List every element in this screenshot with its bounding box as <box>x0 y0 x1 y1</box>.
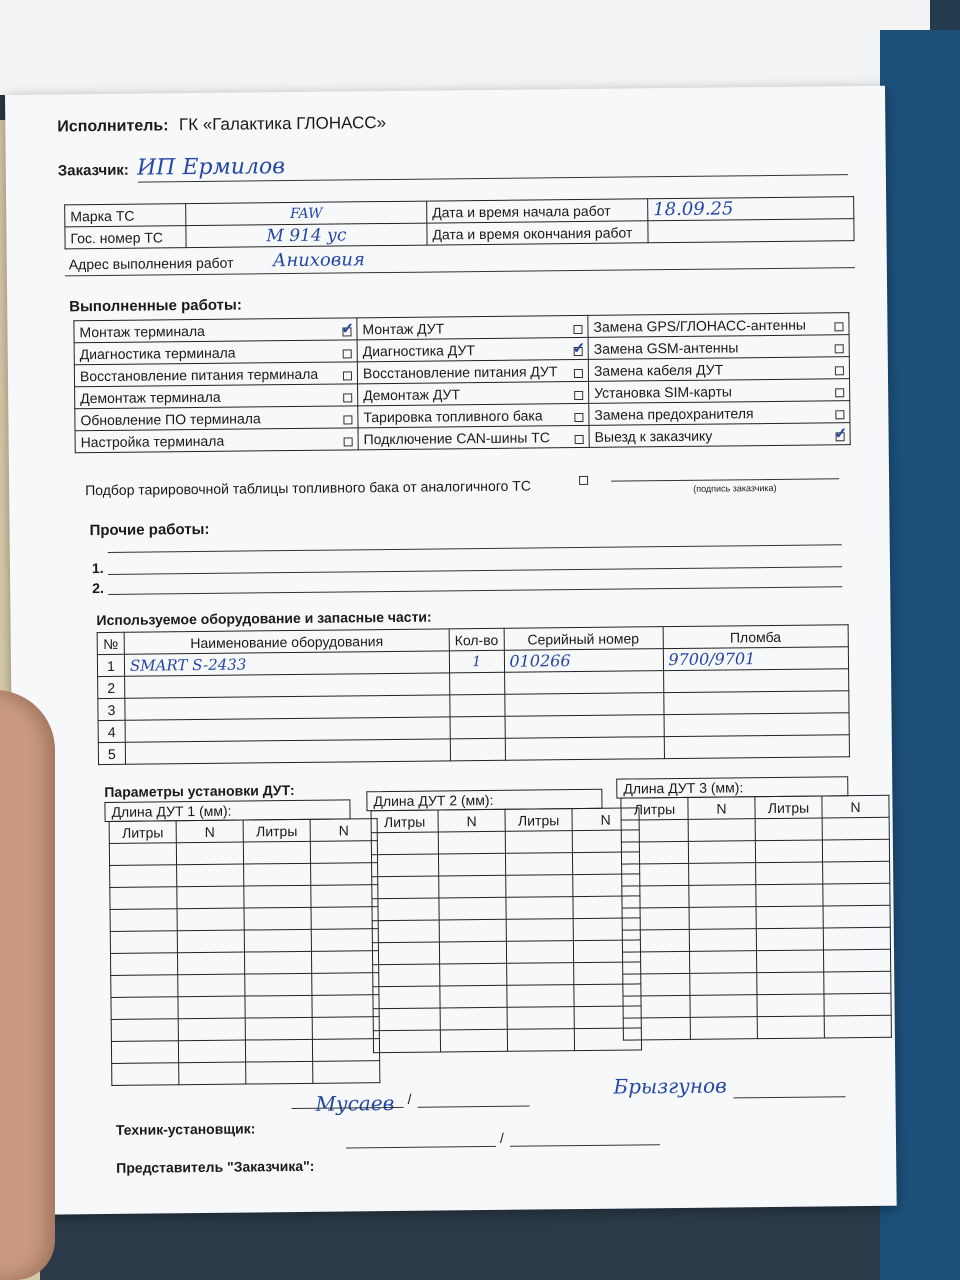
checkbox[interactable] <box>343 349 352 358</box>
work-item: Монтаж ДУТ <box>357 315 588 339</box>
plate-label: Гос. номер ТС <box>65 226 186 249</box>
work-item: Диагностика ДУТ ✓ <box>357 337 588 361</box>
customer-value: ИП Ермилов <box>136 154 286 181</box>
work-item: Тарировка топливного бака <box>358 403 589 427</box>
dut1-label: Длина ДУТ 1 (мм): <box>104 799 350 822</box>
customer-line <box>58 154 285 181</box>
calibration-label: Подбор тарировочной таблицы топливного бака от аналогичного ТС <box>85 477 531 499</box>
checkbox[interactable] <box>835 410 844 419</box>
technician-signature: Мусаев <box>315 1090 395 1116</box>
signature-line <box>611 478 839 481</box>
equipment-header: Кол-во <box>449 628 504 651</box>
start-label: Дата и время начала работ <box>427 199 648 223</box>
equipment-header: Пломба <box>663 625 849 649</box>
work-item: Диагностика терминала <box>74 340 357 365</box>
work-item: Выезд к заказчику ✓ <box>589 423 850 448</box>
checkbox[interactable] <box>343 371 352 380</box>
other-line-top <box>108 544 842 553</box>
technician-name: Брызгунов <box>613 1073 727 1099</box>
representative-sign-line <box>346 1146 496 1149</box>
equipment-header: Наименование оборудования <box>124 629 449 654</box>
checkbox-checked[interactable] <box>574 346 583 355</box>
equipment-title: Используемое оборудование и запасные части: <box>96 608 432 629</box>
thumb <box>0 690 55 1280</box>
equipment-header: № <box>97 632 124 654</box>
work-item: Подключение CAN-шины ТС <box>358 425 589 449</box>
work-item: Замена кабеля ДУТ <box>588 357 849 382</box>
equipment-serial <box>504 693 663 717</box>
work-item: Установка SIM-карты <box>589 379 850 404</box>
checkbox[interactable] <box>573 324 582 333</box>
technician-name-line <box>418 1106 530 1108</box>
col-n: N <box>688 797 755 820</box>
row-number: 5 <box>98 742 125 764</box>
equipment-qty <box>450 738 505 761</box>
equipment-serial <box>504 671 663 695</box>
executor-value: ГК «Галактика ГЛОНАСС» <box>178 113 387 135</box>
end-label: Дата и время окончания работ <box>427 221 648 245</box>
works-table <box>73 312 850 453</box>
col-n: N <box>438 809 505 832</box>
checkbox[interactable] <box>835 366 844 375</box>
technician-extra-line <box>734 1096 846 1098</box>
brand-value: FAW <box>186 201 427 226</box>
work-item: Восстановление питания терминала <box>74 362 357 387</box>
other-works-title: Прочие работы: <box>89 520 210 540</box>
checkbox-checked[interactable] <box>342 327 351 336</box>
work-item: Замена GSM-антенны <box>588 335 849 360</box>
col-liters: Литры <box>371 810 438 833</box>
work-item: Монтаж терминала ✓ <box>74 318 357 343</box>
row-number: 2 <box>98 676 125 698</box>
checkbox[interactable] <box>344 437 353 446</box>
checkbox[interactable] <box>574 368 583 377</box>
row-number: 4 <box>98 720 125 742</box>
technician-label: Техник-установщик: <box>115 1120 256 1138</box>
col-liters: Литры <box>109 821 176 844</box>
dut1-table <box>109 818 381 1086</box>
col-n: N <box>822 795 889 818</box>
start-value: 18.09.25 <box>648 197 854 221</box>
col-liters: Литры <box>243 819 310 842</box>
equipment-seal: 9700/9701 <box>663 647 849 671</box>
equipment-table <box>97 624 850 765</box>
slash: / <box>407 1090 412 1107</box>
checkbox[interactable] <box>834 322 843 331</box>
work-item: Обновление ПО терминала <box>75 406 358 431</box>
checkbox[interactable] <box>343 393 352 402</box>
col-n: N <box>572 808 639 831</box>
work-item: Замена предохранителя <box>589 401 850 426</box>
customer-label: Заказчик: <box>57 161 129 180</box>
params-title: Параметры установки ДУТ: <box>104 782 295 800</box>
equipment-name <box>125 739 450 764</box>
checkbox[interactable] <box>574 390 583 399</box>
checkbox[interactable] <box>343 415 352 424</box>
representative-name-line <box>510 1144 660 1147</box>
service-form-sheet <box>5 86 897 1215</box>
executor-label: Исполнитель: <box>57 117 169 136</box>
plate-value: М 914 ус <box>186 223 427 248</box>
checkbox-checked[interactable] <box>836 432 845 441</box>
col-liters: Литры <box>621 797 688 820</box>
other-item-1: 1. <box>91 559 104 577</box>
equipment-qty <box>450 694 505 717</box>
equipment-name: SMART S-2433 <box>124 651 449 676</box>
work-item: Замена GPS/ГЛОНАСС-антенны <box>588 313 849 338</box>
row-number: 1 <box>97 654 124 676</box>
brand-label: Марка ТС <box>65 204 186 227</box>
equipment-seal <box>664 735 850 759</box>
col-n: N <box>310 819 377 842</box>
dut2-table <box>371 807 643 1053</box>
col-liters: Литры <box>505 809 572 832</box>
equipment-seal <box>663 691 849 715</box>
col-liters: Литры <box>755 796 822 819</box>
equipment-serial <box>505 737 664 761</box>
vehicle-info-table <box>64 196 854 249</box>
other-line-2 <box>108 586 842 595</box>
calibration-checkbox[interactable] <box>579 476 588 485</box>
signature-caption: (подпись заказчика) <box>693 482 777 494</box>
checkbox[interactable] <box>835 344 844 353</box>
dut3-label: Длина ДУТ 3 (мм): <box>616 776 848 798</box>
slash: / <box>499 1129 504 1146</box>
equipment-seal <box>664 713 850 737</box>
end-value <box>648 219 854 243</box>
equipment-serial <box>505 715 664 739</box>
checkbox[interactable] <box>835 388 844 397</box>
other-line-1 <box>108 566 842 575</box>
other-item-2: 2. <box>92 579 104 597</box>
equipment-qty <box>450 716 505 739</box>
equipment-serial: 010266 <box>504 649 663 673</box>
checkbox[interactable] <box>574 412 583 421</box>
row-number: 3 <box>98 698 125 720</box>
equipment-qty <box>450 672 505 695</box>
work-item: Демонтаж ДУТ <box>358 381 589 405</box>
executor-line <box>57 113 386 136</box>
dut3-table <box>620 795 892 1041</box>
address-value: Аниховия <box>272 249 365 272</box>
representative-label: Представитель "Заказчика": <box>116 1157 315 1176</box>
col-n: N <box>176 820 243 843</box>
equipment-seal <box>663 669 849 693</box>
checkbox[interactable] <box>575 434 584 443</box>
address-label: Адрес выполнения работ <box>68 254 234 273</box>
work-item: Демонтаж терминала <box>75 384 358 409</box>
work-item: Восстановление питания ДУТ <box>357 359 588 383</box>
equipment-header: Серийный номер <box>504 627 663 651</box>
works-title: Выполненные работы: <box>69 296 242 316</box>
dut2-label: Длина ДУТ 2 (мм): <box>366 789 602 811</box>
underlying-sheet <box>0 0 930 95</box>
work-item: Настройка терминала <box>75 428 358 453</box>
equipment-qty: 1 <box>449 650 504 673</box>
